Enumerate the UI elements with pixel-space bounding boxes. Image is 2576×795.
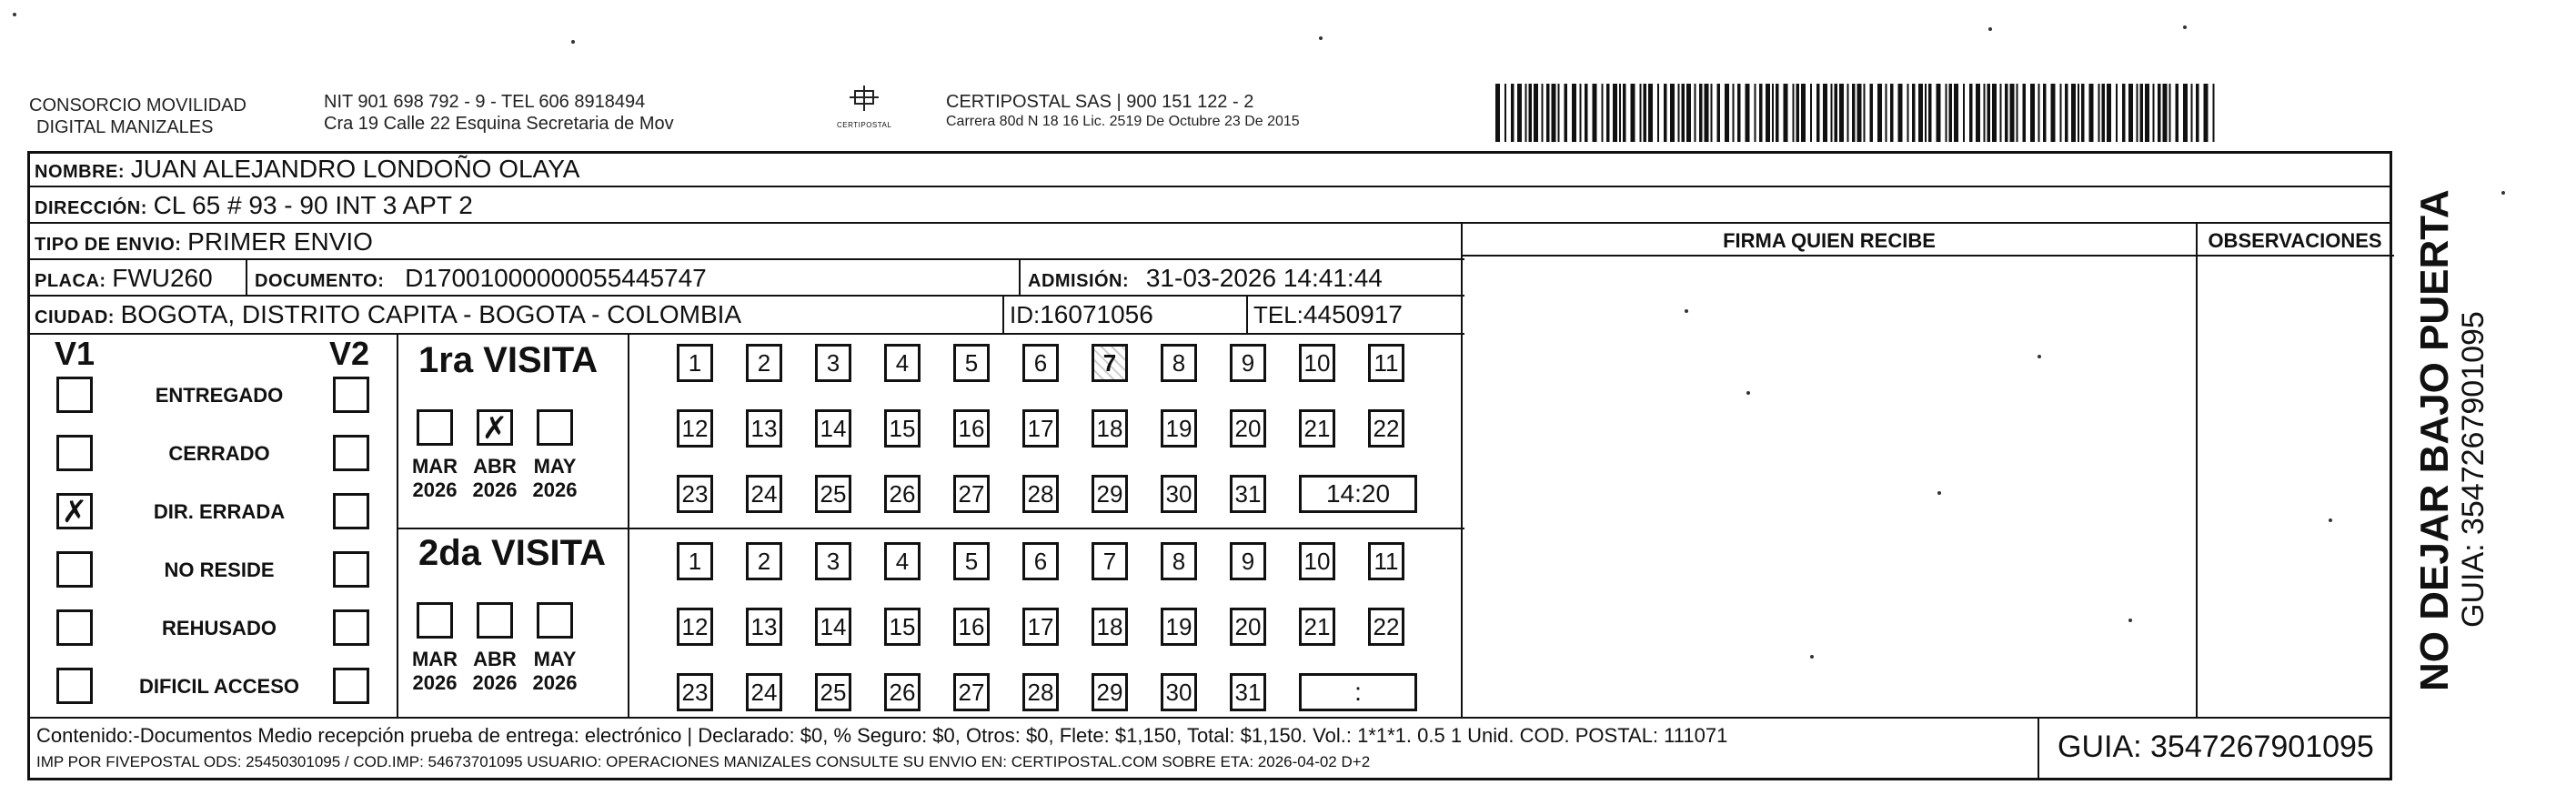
year-label: 2026: [532, 478, 578, 501]
first-visit-day[interactable]: 16: [953, 409, 990, 448]
nombre-row: [35, 156, 579, 185]
first-visit-day[interactable]: 26: [884, 475, 921, 513]
second-visit-day[interactable]: 3: [815, 542, 851, 580]
nit-line-2: Cra 19 Calle 22 Esquina Secretaria de Mov: [324, 114, 674, 134]
first-visit-day[interactable]: 28: [1022, 475, 1059, 513]
first-visit-day[interactable]: 27: [953, 475, 990, 513]
first-visit-day[interactable]: 2: [746, 344, 782, 382]
second-visit-day[interactable]: 28: [1022, 673, 1059, 711]
first-visit-day[interactable]: 3: [815, 344, 851, 382]
second-visit-day[interactable]: 18: [1092, 608, 1128, 646]
first-visit-day[interactable]: 15: [884, 409, 921, 448]
nombre-value: JUAN ALEJANDRO LONDOÑO OLAYA: [130, 155, 580, 183]
first-visit-day[interactable]: 18: [1092, 409, 1128, 448]
v2-checkbox[interactable]: [333, 377, 369, 413]
year-label: 2026: [532, 671, 578, 694]
v1-checkbox[interactable]: [56, 668, 93, 704]
year-label: 2026: [412, 671, 458, 694]
observaciones-label: OBSERVACIONES: [2208, 229, 2382, 252]
tel-label: TEL:: [1253, 301, 1303, 328]
ciudad-cell: [35, 302, 741, 330]
first-visit-day[interactable]: 19: [1161, 409, 1197, 448]
year-label: 2026: [472, 671, 518, 694]
certipostal-logo: [837, 84, 891, 140]
imp-text: IMP POR FIVEPOSTAL ODS: 25450301095 / COD.IMP: 54673701095 USUARIO: OPERACIONES MANIZALES CONSULTE SU ENVIO EN: CERTIPOSTAL.COM SOBRE ETA: 2026-04-02 D+2: [36, 753, 1371, 770]
first-visit-day[interactable]: 13: [746, 409, 782, 448]
second-visit-day[interactable]: 23: [677, 673, 713, 711]
second-visit-day[interactable]: 27: [953, 673, 990, 711]
firma-label: FIRMA QUIEN RECIBE: [1723, 229, 1936, 252]
tipo-value: PRIMER ENVIO: [187, 227, 373, 256]
first-visit-day[interactable]: 1: [677, 344, 713, 382]
v1-checkbox[interactable]: [56, 609, 93, 646]
year-label: 2026: [412, 478, 458, 501]
month-label: MAY: [533, 455, 577, 478]
second-visit-day[interactable]: 21: [1299, 608, 1335, 646]
second-visit-day[interactable]: 13: [746, 608, 782, 646]
ciudad-value: BOGOTA, DISTRITO CAPITA - BOGOTA - COLOMBIA: [120, 300, 742, 328]
v2-checkbox[interactable]: [333, 551, 369, 588]
first-visit-day[interactable]: 12: [677, 409, 713, 448]
first-visit-day[interactable]: 17: [1022, 409, 1059, 448]
second-visit-day[interactable]: 2: [746, 542, 782, 580]
company-name: [29, 95, 247, 138]
second-visit-day[interactable]: 25: [815, 673, 851, 711]
second-visit-month-checkbox[interactable]: [477, 602, 513, 639]
second-visit-day[interactable]: 14: [815, 608, 851, 646]
month-label: MAR: [411, 455, 458, 478]
second-visit-day[interactable]: 31: [1230, 673, 1266, 711]
first-visit-month-checkbox[interactable]: [417, 409, 453, 446]
second-visit-day[interactable]: 22: [1368, 608, 1404, 646]
direccion-label: DIRECCIÓN:: [35, 198, 147, 218]
observaciones-area[interactable]: [2198, 257, 2392, 717]
first-visit-day[interactable]: 4: [884, 344, 921, 382]
second-visit-day[interactable]: 11: [1368, 542, 1404, 580]
year-label: 2026: [472, 478, 518, 501]
second-visit-day[interactable]: 5: [953, 542, 990, 580]
logo-text: CERTIPOSTAL: [837, 121, 892, 129]
admision-label: ADMISIÓN:: [1028, 271, 1130, 291]
status-label: NO RESIDE: [164, 559, 275, 581]
first-visit-day[interactable]: 20: [1230, 409, 1266, 448]
direccion-value: CL 65 # 93 - 90 INT 3 APT 2: [153, 191, 473, 219]
second-visit-day[interactable]: 8: [1161, 542, 1197, 580]
placa-label: PLACA:: [35, 271, 106, 291]
first-visit-day[interactable]: 21: [1299, 409, 1335, 448]
second-visit-day[interactable]: 12: [677, 608, 713, 646]
second-visit-day[interactable]: 4: [884, 542, 921, 580]
certi-line-1: CERTIPOSTAL SAS | 900 151 122 - 2: [946, 92, 1254, 112]
placa-cell: [35, 266, 213, 294]
second-visit-day[interactable]: 29: [1092, 673, 1128, 711]
month-label: ABR: [473, 648, 517, 670]
v2-label: V2: [329, 335, 370, 372]
month-label: MAR: [411, 648, 458, 670]
first-visit-day[interactable]: 31: [1230, 475, 1266, 513]
certi-line-2: Carrera 80d N 18 16 Lic. 2519 De Octubre 23 De 2015: [946, 114, 1300, 129]
id-cell: [1010, 302, 1153, 329]
admision-cell: [1028, 266, 1383, 294]
v2-checkbox[interactable]: [333, 493, 369, 529]
tel-cell: [1253, 302, 1403, 329]
documento-label: DOCUMENTO:: [255, 271, 385, 291]
second-visit-month-checkbox[interactable]: [417, 602, 453, 639]
tipo-label: TIPO DE ENVIO:: [35, 235, 182, 255]
status-label: CERRADO: [168, 442, 270, 465]
first-visit-day[interactable]: 25: [815, 475, 851, 513]
second-visit-month-checkbox[interactable]: [537, 602, 573, 639]
second-visit-day[interactable]: 24: [746, 673, 782, 711]
first-visit-day[interactable]: 30: [1161, 475, 1197, 513]
v1-label: V1: [55, 335, 96, 372]
first-visit-day[interactable]: 5: [953, 344, 990, 382]
first-visit-day[interactable]: 7: [1092, 344, 1128, 382]
second-visit-day[interactable]: 10: [1299, 542, 1335, 580]
status-label: DIR. ERRADA: [153, 500, 286, 523]
firma-area[interactable]: [1463, 257, 2196, 717]
first-visit-day[interactable]: 11: [1368, 344, 1404, 382]
direccion-row: [35, 193, 473, 221]
v1-checkbox[interactable]: [56, 551, 93, 588]
id-value: 16071056: [1040, 300, 1153, 328]
second-visit-day[interactable]: 15: [884, 608, 921, 646]
v1-checkbox[interactable]: [56, 377, 93, 413]
second-visit-day[interactable]: 16: [953, 608, 990, 646]
contenido-text: Contenido:-Documentos Medio recepción prueba de entrega: electrónico | Declarado: $0, % Seguro: $0, Otros: $0, Flete: $1,150, Total: $1,150. Vol.: 1*1*1. 0.5 1 Unid. COD. POSTAL: 111071: [36, 724, 1728, 747]
placa-value: FWU260: [112, 264, 213, 292]
first-visit-day[interactable]: 22: [1368, 409, 1404, 448]
documento-value: D17001000000055445747: [405, 264, 707, 292]
certipostal-block: [946, 91, 1300, 131]
nombre-label: NOMBRE:: [35, 162, 126, 182]
first-visit-day[interactable]: 23: [677, 475, 713, 513]
second-visit-day[interactable]: 17: [1022, 608, 1059, 646]
first-visit-month-checkbox[interactable]: [537, 409, 573, 446]
second-visit-day[interactable]: 20: [1230, 608, 1266, 646]
second-visit-day[interactable]: 26: [884, 673, 921, 711]
documento-cell: [255, 266, 707, 294]
first-visit-day[interactable]: 24: [746, 475, 782, 513]
first-visit-day[interactable]: 6: [1022, 344, 1059, 382]
company-line-1: CONSORCIO MOVILIDAD: [29, 96, 247, 116]
nit-line-1: NIT 901 698 792 - 9 - TEL 606 8918494: [324, 92, 646, 112]
first-visit-day[interactable]: 8: [1161, 344, 1197, 382]
barcode: [1495, 84, 2219, 142]
first-visit-time[interactable]: 14:20: [1299, 475, 1417, 513]
second-visit-day[interactable]: 30: [1161, 673, 1197, 711]
second-visit-label: 2da VISITA: [418, 533, 606, 573]
v2-checkbox[interactable]: [333, 609, 369, 646]
first-visit-day[interactable]: 9: [1230, 344, 1266, 382]
first-visit-day[interactable]: 29: [1092, 475, 1128, 513]
second-visit-day[interactable]: 9: [1230, 542, 1266, 580]
second-visit-time[interactable]: :: [1299, 673, 1417, 711]
footer-guia: GUIA: 3547267901095: [2058, 730, 2374, 764]
second-visit-day[interactable]: 1: [677, 542, 713, 580]
v1-checkbox[interactable]: [56, 435, 93, 471]
month-label: MAY: [533, 648, 577, 670]
company-line-2: DIGITAL MANIZALES: [36, 117, 214, 137]
id-label: ID:: [1010, 301, 1041, 328]
nit-block: [324, 91, 674, 135]
second-visit-day[interactable]: 6: [1022, 542, 1059, 580]
second-visit-day[interactable]: 7: [1092, 542, 1128, 580]
v1-checkbox[interactable]: ✗: [56, 493, 93, 529]
side-guia: GUIA: 3547267901095: [2456, 311, 2490, 628]
month-label: ABR: [473, 455, 517, 478]
v2-checkbox[interactable]: [333, 668, 369, 704]
first-visit-day[interactable]: 10: [1299, 344, 1335, 382]
second-visit-day[interactable]: 19: [1161, 608, 1197, 646]
first-visit-month-checkbox[interactable]: ✗: [477, 409, 513, 446]
logo-icon: [846, 84, 882, 116]
first-visit-day[interactable]: 14: [815, 409, 851, 448]
tel-value: 4450917: [1303, 300, 1403, 328]
admision-value: 31-03-2026 14:41:44: [1145, 264, 1383, 292]
tipo-envio-row: [35, 229, 373, 257]
side-warning: NO DEJAR BAJO PUERTA: [2412, 189, 2457, 691]
ciudad-label: CIUDAD:: [35, 307, 115, 327]
status-label: DIFICIL ACCESO: [138, 675, 299, 698]
status-label: ENTREGADO: [155, 384, 284, 407]
first-visit-label: 1ra VISITA: [418, 340, 599, 380]
v2-checkbox[interactable]: [333, 435, 369, 471]
status-label: REHUSADO: [162, 617, 277, 639]
